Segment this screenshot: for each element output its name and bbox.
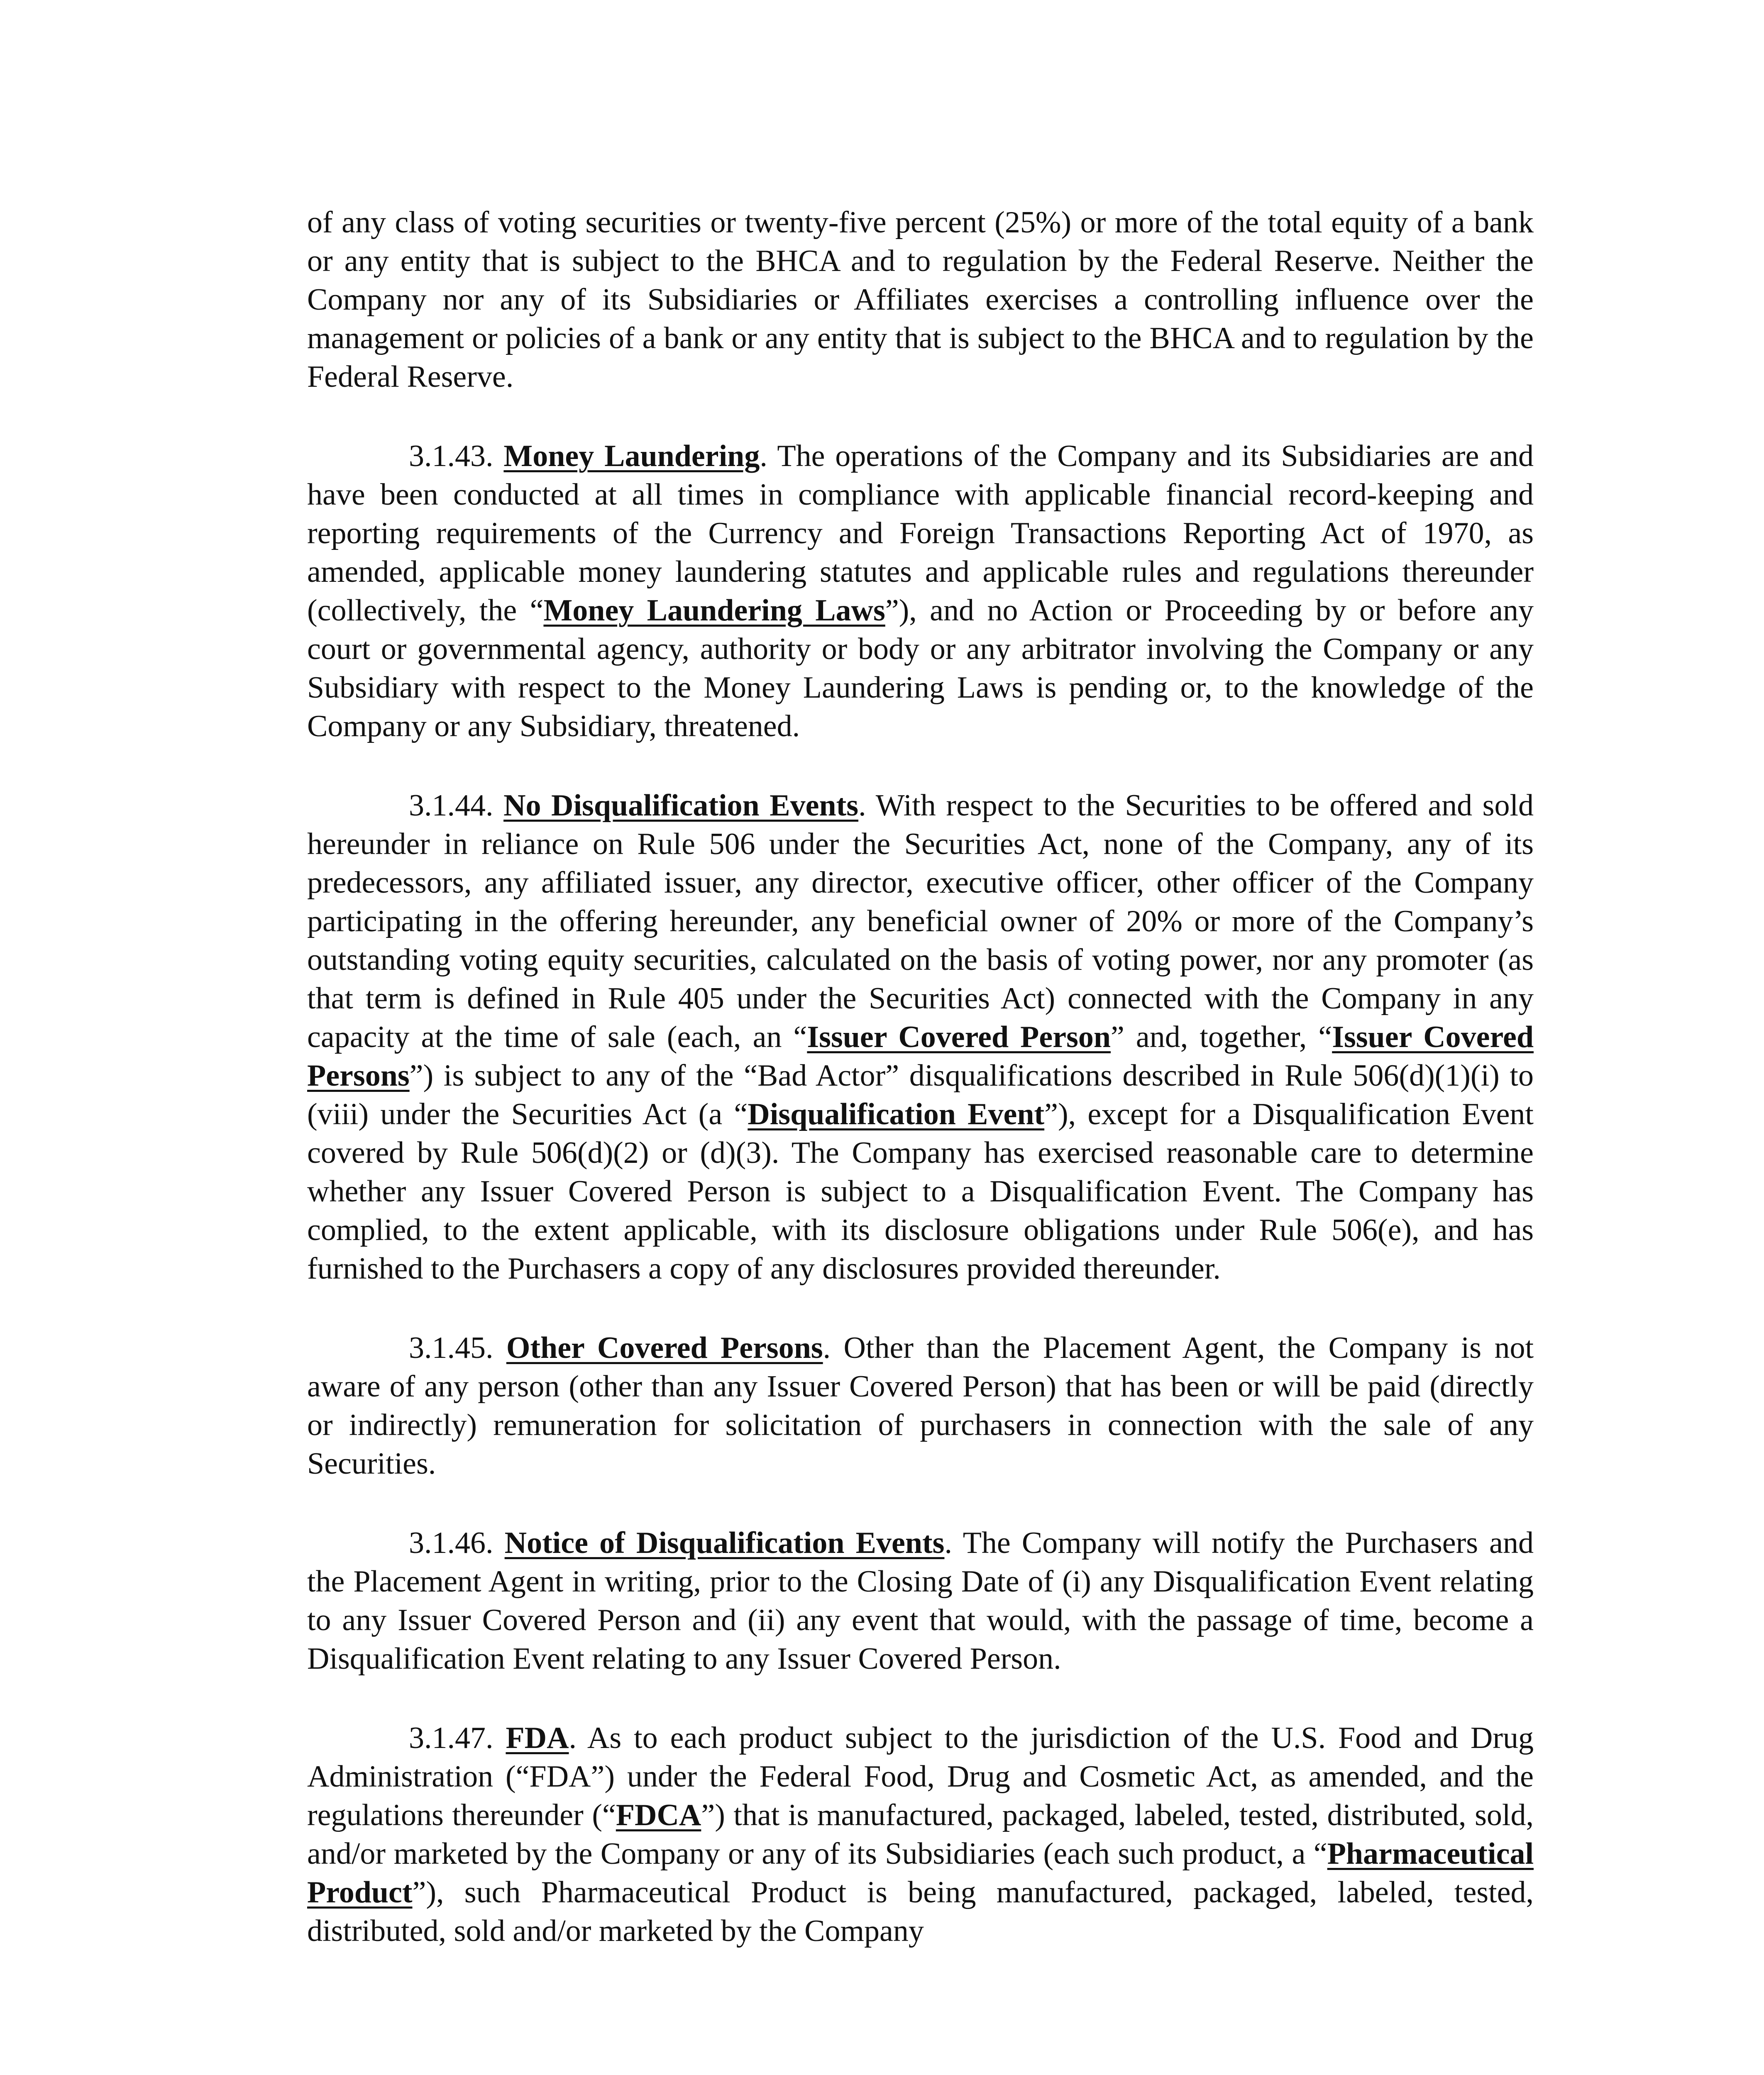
section-number: 3.1.47. <box>409 1721 494 1755</box>
defined-term: Issuer Covered Person <box>807 1020 1111 1054</box>
defined-term: FDCA <box>616 1798 701 1832</box>
section-3-1-46 <box>307 1524 1534 1678</box>
defined-term: Disqualification Event <box>748 1097 1045 1131</box>
section-text: . The Company will notify the Purchasers and the Placement Agent in writing, prior to the Closing Date of (i) any Disqualification Event relating to any Issuer Covered Person and (ii) any event that would, with the passage of time, become a Disqualification Event relating to any Issuer Covered Person. <box>307 1526 1534 1676</box>
section-heading: No Disqualification Events <box>503 788 859 823</box>
section-3-1-45 <box>307 1329 1534 1483</box>
section-heading: Money Laundering <box>503 439 760 473</box>
section-text: . The operations of the Company and its Subsidiaries are and have been conducted at all times in compliance with applicable financial record-keeping and reporting requirements of the Currency and Foreign Transactions Reporting Act of 1970, as amended, applicable money laundering statutes and applicable rules and regulations thereunder (collectively, the “ <box>307 439 1534 627</box>
section-text: ” and, together, “ <box>1111 1020 1332 1054</box>
section-text: ”) is subject to any of the “Bad Actor” disqualifications described in Rule 506(d)(1)(i) to (viii) under the Securities Act (a “ <box>307 1059 1534 1131</box>
paragraph-text: of any class of voting securities or twenty-five percent (25%) or more of the total equity of a bank or any entity that is subject to the BHCA and to regulation by the Federal Reserve. Neither the Company nor any of its Subsidiaries or Affiliates exercises a controlling influence over the management or policies of a bank or any entity that is subject to the BHCA and to regulation by the Federal Reserve. <box>307 205 1534 394</box>
section-heading: Notice of Disqualification Events <box>504 1526 945 1560</box>
section-text: ”) that is manufactured, packaged, labeled, tested, distributed, sold, and/or marketed by the Company or any of its Subsidiaries (each such product, a “ <box>307 1798 1534 1871</box>
defined-term: Pharmaceutical Product <box>307 1837 1534 1909</box>
section-text: ”), and no Action or Proceeding by or before any court or governmental agency, authority or body or any arbitrator involving the Company or any Subsidiary with respect to the Money Laundering Laws is pending or, to the knowledge of the Company or any Subsidiary, threatened. <box>307 593 1534 743</box>
section-3-1-44 <box>307 786 1534 1288</box>
section-text: . With respect to the Securities to be offered and sold hereunder in reliance on Rule 506 under the Securities Act, none of the Company, any of its predecessors, any affiliated issuer, any director, executive officer, other officer of the Company participating in the offering hereunder, any beneficial owner of 20% or more of the Company’s outstanding voting equity securities, calculated on the basis of voting power, nor any promoter (as that term is defined in Rule 405 under the Securities Act) connected with the Company in any capacity at the time of sale (each, an “ <box>307 788 1534 1054</box>
section-text: ”), such Pharmaceutical Product is being manufactured, packaged, labeled, tested, distributed, sold and/or marketed by the Company <box>307 1875 1534 1948</box>
section-3-1-43 <box>307 437 1534 746</box>
section-heading: FDA <box>506 1721 569 1755</box>
section-number: 3.1.46. <box>409 1526 494 1560</box>
section-number: 3.1.43. <box>409 439 494 473</box>
section-number: 3.1.44. <box>409 788 494 823</box>
defined-term: Issuer Covered Persons <box>307 1020 1534 1093</box>
document-body <box>307 203 1534 1991</box>
section-3-1-47 <box>307 1719 1534 1950</box>
defined-term: Money Laundering Laws <box>543 593 885 627</box>
section-text: . As to each product subject to the jurisdiction of the U.S. Food and Drug Administration (“FDA”) under the Federal Food, Drug and Cosmetic Act, as amended, and the regulations thereunder (“ <box>307 1721 1534 1832</box>
section-number: 3.1.45. <box>409 1331 494 1365</box>
section-text: ”), except for a Disqualification Event covered by Rule 506(d)(2) or (d)(3). The Company has exercised reasonable care to determine whether any Issuer Covered Person is subject to a Disqualification Event. The Company has complied, to the extent applicable, with its disclosure obligations under Rule 506(e), and has furnished to the Purchasers a copy of any disclosures provided thereunder. <box>307 1097 1534 1286</box>
paragraph-continuation <box>307 203 1534 396</box>
section-heading: Other Covered Persons <box>506 1331 823 1365</box>
section-text: . Other than the Placement Agent, the Company is not aware of any person (other than any Issuer Covered Person) that has been or will be paid (directly or indirectly) remuneration for solicitation of purchasers in connection with the sale of any Securities. <box>307 1331 1534 1481</box>
